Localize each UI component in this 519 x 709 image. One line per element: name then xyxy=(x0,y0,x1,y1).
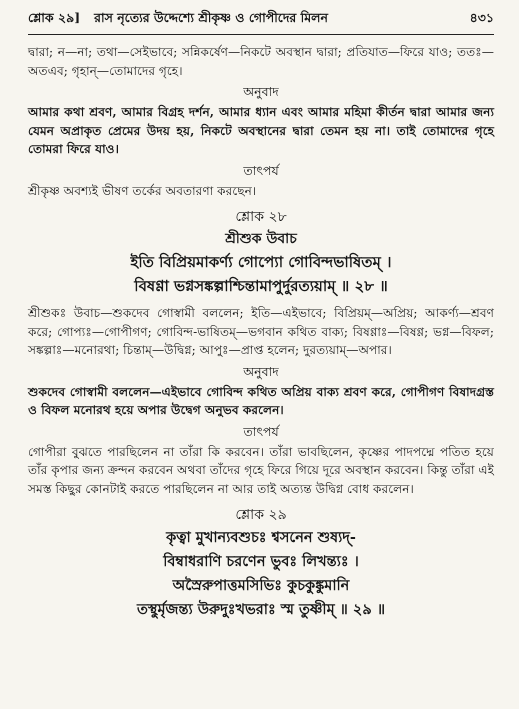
translation-28: শুকদেব গোস্বামী বললেন—এইভাবে গোবিন্দ কথিত অপ্রিয় বাক্য শ্রবণ করে, গোপীগণ বিষাদগ্রস্ত ও বিফল মনোরথ হয়ে অপার উদ্বেগ অনুভব করলেন। xyxy=(28,384,494,417)
book-page xyxy=(28,10,494,622)
translation-27: আমার কথা শ্রবণ, আমার বিগ্রহ দর্শন, আমার ধ্যান এবং আমার মহিমা কীর্তন দ্বারা আমার জন্য যেমন অপ্রাকৃত প্রেমের উদয় হয়, নিকটে অবস্থানের দ্বারা তেমন হয় না। তাই তোমাদের গৃহে তোমরা ফিরে যাও। xyxy=(28,105,494,156)
header-title: রাস নৃত্যের উদ্দেশ্যে শ্রীকৃষ্ণ ও গোপীদের মিলন xyxy=(94,10,328,25)
verse-29-line-4: তস্থুর্মৃজন্ত্য উরুদুঃখভরাঃ স্ম তুষ্ণীম্ ॥ ২৯ ॥ xyxy=(136,601,386,618)
synonyms-28: শ্রীশুকঃ উবাচ—শুকদেব গোস্বামী বললেন; ইতি—এইভাবে; বিপ্রিয়ম্—অপ্রিয়; আকর্ণ্য—শ্রবণ করে; গোপ্যঃ—গোপীগণ; গোবিন্দ-ভাষিতম্—ভগবান কথিত বাক্য; বিষণ্ণাঃ—বিষণ্ণ; ভগ্ন—বিফল; সঙ্কল্পাঃ—মনোরথা; চিন্তাম্—উদ্বিগ্ন; আপুঃ—প্রাপ্ত হলেন; দুরত্যয়াম্—অপার। xyxy=(28,306,494,357)
header-verse-ref: শ্লোক ২৯] xyxy=(28,10,81,25)
verse-28-line-1: ইতি বিপ্রিয়মাকর্ণ্য গোপ্যো গোবিন্দভাষিতম্ । xyxy=(130,253,392,271)
synonyms-27-end: দ্বারা; ন—না; তথা—সেইভাবে; সন্নিকর্ষেণ—নিকটে অবস্থান দ্বারা; প্রতিযাত—ফিরে যাও; ততঃ—অতএব; গৃহান্—তোমাদের গৃহে। xyxy=(28,45,494,78)
translation-label-27: অনুবাদ xyxy=(243,84,279,99)
verse-28-line-2: বিষণ্ণা ভগ্নসঙ্কল্পাশ্চিন্তামাপুর্দুরত্যয়াম্ ॥ ২৮ ॥ xyxy=(134,277,388,295)
purport-28: গোপীরা বুঝতে পারছিলেন না তাঁরা কি করবেন। তাঁরা ভাবছিলেন, কৃষ্ণের পাদপদ্মে পতিত হয়ে তাঁর কৃপার জন্য ক্রন্দন করবেন অথবা তাঁদের গৃহে ফিরে গিয়ে দূরে অবস্থান করবেন। কিন্তু তাঁরা এই সমস্ত কিছুর কোনটাই করতে পারছিলেন না আর তাই অত্যন্ত উদ্বিগ্ন বোধ করলেন। xyxy=(28,444,494,496)
page-number: ৪৩১ xyxy=(469,10,494,25)
speaker-28: শ্রীশুক উবাচ xyxy=(225,231,297,247)
header-rule xyxy=(28,34,494,35)
verse-heading-29: শ্লোক ২৯ xyxy=(235,507,287,523)
purport-27: শ্রীকৃষ্ণ অবশ্যই ভীষণ তর্কের অবতারণা করছেন। xyxy=(28,183,257,198)
verse-29-line-2: বিম্বাধরাণি চরণেন ভুবঃ লিখন্ত্যঃ । xyxy=(163,553,359,570)
page-header xyxy=(28,10,494,32)
verse-29-line-1: কৃত্বা মুখান্যবশুচঃ শ্বসনেন শুষ্যদ্- xyxy=(166,529,356,546)
verse-heading-28: শ্লোক ২৮ xyxy=(235,209,287,225)
purport-label-28: তাৎপর্য xyxy=(243,423,279,439)
translation-label-28: অনুবাদ xyxy=(243,363,279,379)
verse-29-line-3: অস্রৈরুপাত্তমসিভিঃ কুচকুঙ্কুমানি xyxy=(172,577,350,594)
purport-label-27: তাৎপর্য xyxy=(243,162,279,178)
